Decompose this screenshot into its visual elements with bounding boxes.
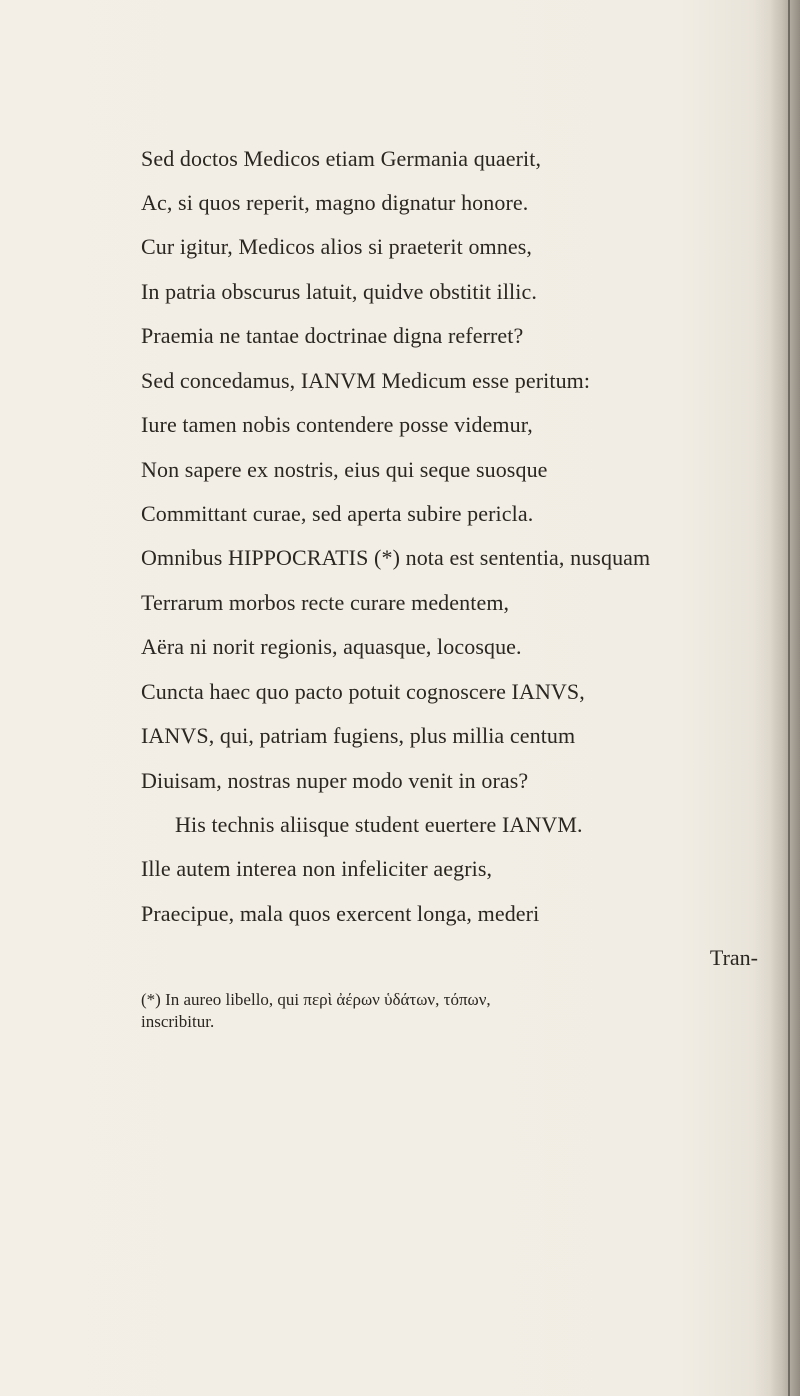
verse-line: Sed concedamus, IANVM Medicum esse peritum: bbox=[141, 368, 591, 393]
verse-line: Diuisam, nostras nuper modo venit in oras? bbox=[141, 768, 529, 793]
verse-line: Praecipue, mala quos exercent longa, mederi bbox=[141, 901, 540, 926]
verse-line: In patria obscurus latuit, quidve obstitit illic. bbox=[141, 279, 537, 304]
verse-line: Omnibus HIPPOCRATIS (*) nota est sententia, nusquam bbox=[141, 545, 651, 570]
verse-line: Sed doctos Medicos etiam Germania quaerit, bbox=[141, 146, 542, 171]
verse-line: Committant curae, sed aperta subire pericla. bbox=[141, 501, 534, 526]
footnote-line: (*) In aureo libello, qui περὶ ἀέρων ὑδάτων, τόπων, bbox=[141, 990, 491, 1009]
catchword: Tran- bbox=[709, 945, 758, 970]
verse-line: Aëra ni norit regionis, aquasque, locosque. bbox=[141, 634, 522, 659]
gutter-line bbox=[788, 0, 790, 1396]
verse-line: Terrarum morbos recte curare medentem, bbox=[141, 590, 510, 615]
verse-line: His technis aliisque student euertere IANVM. bbox=[175, 812, 583, 837]
verse-line: Cuncta haec quo pacto potuit cognoscere IANVS, bbox=[141, 679, 585, 704]
verse-line: Non sapere ex nostris, eius qui seque suosque bbox=[141, 457, 548, 482]
verse-line: Ac, si quos reperit, magno dignatur honore. bbox=[141, 190, 529, 215]
verse-line: Cur igitur, Medicos alios si praeterit omnes, bbox=[141, 234, 532, 259]
verse-line: IANVS, qui, patriam fugiens, plus millia centum bbox=[141, 723, 576, 748]
verse-line: Praemia ne tantae doctrinae digna referret? bbox=[141, 323, 524, 348]
verse-line: Ille autem interea non infeliciter aegris, bbox=[141, 856, 493, 881]
verse-line: Iure tamen nobis contendere posse videmur, bbox=[141, 412, 533, 437]
footnote-line: inscribitur. bbox=[141, 1012, 215, 1031]
